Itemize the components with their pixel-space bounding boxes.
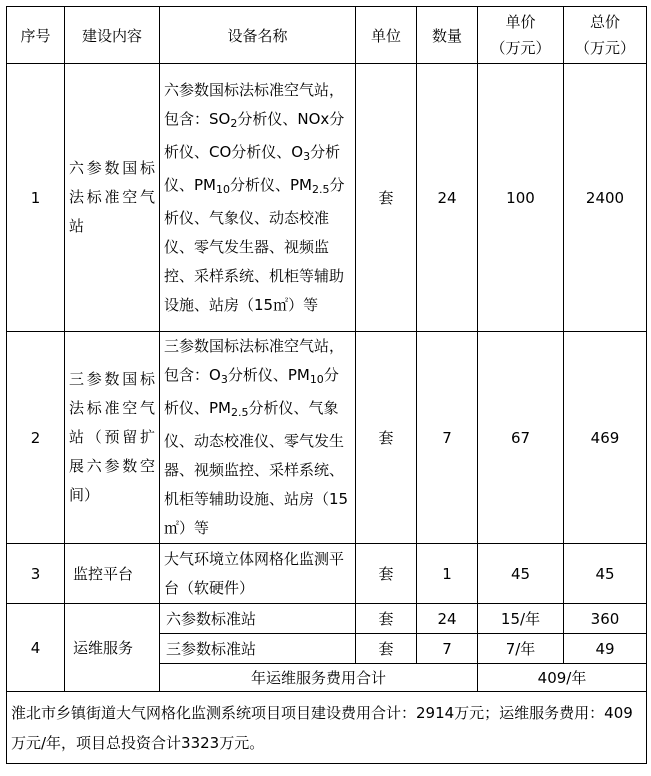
header-unit: 单位 [356,7,417,64]
row3-unit-price: 45 [478,544,564,604]
row2-unit: 套 [356,332,417,544]
row3-content: 监控平台 [65,544,160,604]
row4-sub2-equipment: 三参数标准站 [160,634,356,664]
row4-sub2-unit: 套 [356,634,417,664]
row4-sub2-total: 49 [564,634,647,664]
row2-unit-price: 67 [478,332,564,544]
header-unit-price-label: 单价 [505,13,536,31]
row3-equipment: 大气环境立体网格化监测平台（软硬件） [160,544,356,604]
row1-total: 2400 [564,64,647,332]
row3-quantity: 1 [417,544,478,604]
row2-total: 469 [564,332,647,544]
row1-content: 六参数国标法标准空气站 [65,64,160,332]
row1-unit: 套 [356,64,417,332]
annual-maintenance-total: 409/年 [478,664,647,692]
header-row [7,7,647,64]
row4-sub1-quantity: 24 [417,604,478,634]
table-row [7,64,647,332]
header-index: 序号 [7,7,65,64]
header-unit-price-unit: （万元） [490,39,551,57]
row2-equipment: 三参数国标法标准空气站，包含：$O_3$分析仪、$PM_{10}$分析仪、$PM_{2.5}$分析仪、气象仪、动态校准仪、零气发生器、视频监控、采样系统、机柜等辅助设施、站房（15㎡）等 [160,332,356,544]
row4-sub2-unit-price: 7/年 [478,634,564,664]
row4-content: 运维服务 [65,604,160,692]
row4-sub1-unit-price: 15/年 [478,604,564,634]
row1-equipment: 六参数国标法标准空气站，包含：$SO_2$分析仪、NOx分析仪、CO分析仪、$O_3$分析仪、$PM_{10}$分析仪、$PM_{2.5}$分析仪、气象仪、动态校准仪、零气发生器、视频监控、采样系统、机柜等辅助设施、站房（15㎡）等 [160,64,356,332]
header-total-price [564,7,647,64]
budget-table [6,6,647,764]
row2-quantity: 7 [417,332,478,544]
row3-total: 45 [564,544,647,604]
header-unit-price [478,7,564,64]
header-quantity: 数量 [417,7,478,64]
row1-index: 1 [7,64,65,332]
header-total-price-unit: （万元） [574,39,635,57]
summary-text: 淮北市乡镇街道大气网格化监测系统项目项目建设费用合计：2914万元；运维服务费用：409万元/年，项目总投资合计3323万元。 [7,692,647,764]
row3-unit: 套 [356,544,417,604]
row4-sub2-quantity: 7 [417,634,478,664]
row4-sub1-equipment: 六参数标准站 [160,604,356,634]
row4-sub1-total: 360 [564,604,647,634]
row2-content: 三参数国标法标准空气站（预留扩展六参数空间） [65,332,160,544]
row1-unit-price: 100 [478,64,564,332]
row4-index: 4 [7,604,65,692]
header-total-price-label: 总价 [589,13,620,31]
table-row [7,332,647,544]
summary-row [7,692,647,764]
header-content: 建设内容 [65,7,160,64]
table-row [7,604,647,634]
row1-quantity: 24 [417,64,478,332]
row2-index: 2 [7,332,65,544]
table-row [7,544,647,604]
row4-sub1-unit: 套 [356,604,417,634]
header-equipment: 设备名称 [160,7,356,64]
row3-index: 3 [7,544,65,604]
annual-maintenance-label: 年运维服务费用合计 [160,664,478,692]
